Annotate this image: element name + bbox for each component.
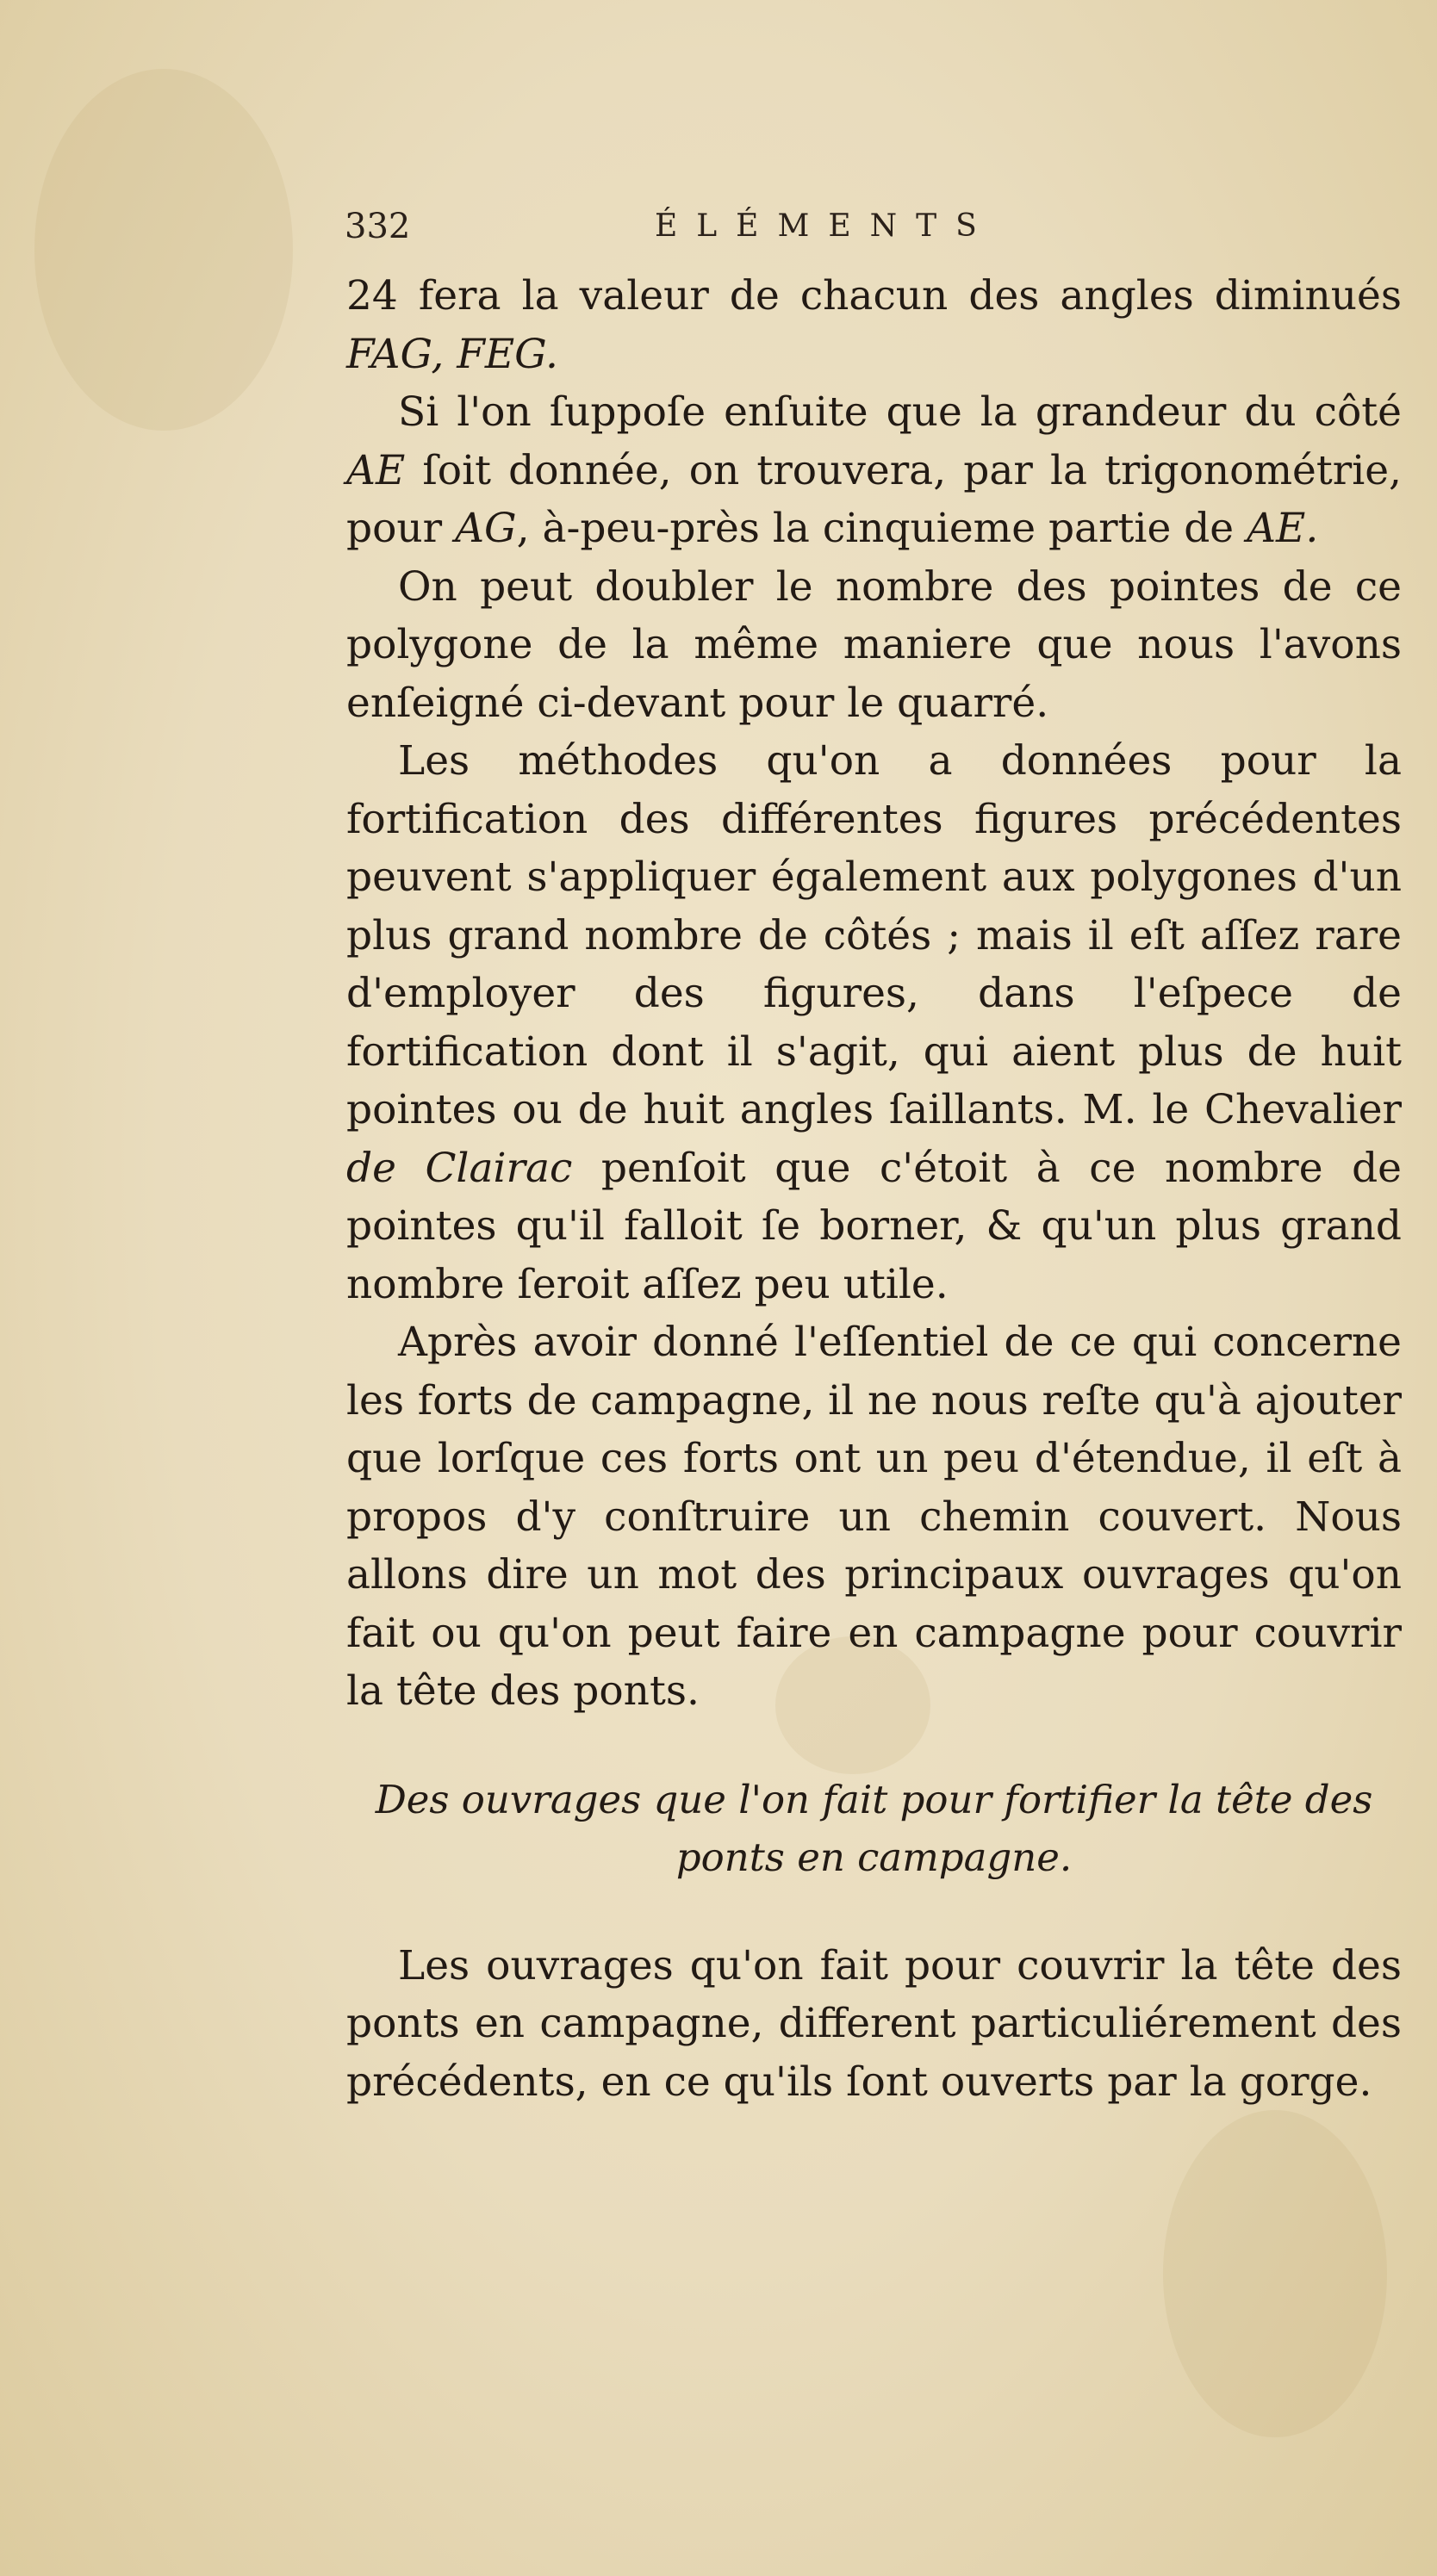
text-run: Les méthodes qu'on a données pour la fortification des différentes figures précédentes peuvent s'appliquer également aux polygones d'un plus grand nombre de côtés ; mais il eſt aſſez rare d'employer des figures, dans l'eſpece de fortification dont il s'agit, qui aient plus de huit pointes ou de huit angles ſaillants. M. le Chevalier [346,737,1402,1133]
page-number: 332 [345,207,411,246]
paragraph [346,383,1402,558]
italic-text: FAG, FEG. [346,330,558,378]
running-head: ÉLÉMENTS [655,208,996,244]
text-run: penſoit que c'étoit à ce nombre de pointes qu'il falloit ſe borner, & qu'un plus grand nombre ſeroit aſſez peu utile. [346,1144,1402,1308]
text-run: 24 fera la valeur de chacun des angles diminués [346,272,1402,320]
section-heading: Des ouvrages que l'on fait pour fortifier la tête des ponts en campagne. [375,1776,1373,1880]
paragraph: Les ouvrages qu'on fait pour couvrir la tête des ponts en campagne, different particuliérement des précédents, en ce qu'ils ſont ouverts par la gorge. [346,1941,1402,2106]
paragraph: On peut doubler le nombre des pointes de ce polygone de la même maniere que nous l'avons enſeigné ci-devant pour le quarré. [346,562,1402,727]
page-header [345,207,1086,267]
italic-text: AE [346,446,406,494]
text-run: Si l'on ſuppoſe enſuite que la grandeur du côté [398,388,1402,436]
paper-stain [34,69,293,431]
paragraph: Après avoir donné l'eſſentiel de ce qui concerne les forts de campagne, il ne nous reſte qu'à ajouter que lorſque ces forts ont un peu d'étendue, il eſt à propos d'y conſtruire un chemin couvert. Nous allons dire un mot des principaux ouvrages qu'on fait ou qu'on peut faire en campagne pour couvrir la tête des ponts. [346,1319,1402,1715]
italic-text: AE. [1247,505,1319,552]
paragraph [346,732,1402,1313]
paper-stain [1163,2110,1387,2437]
italic-text: AG [455,505,517,552]
italic-text: de Clairac [346,1144,573,1192]
paragraph [346,267,1402,383]
text-run: , à-peu-près la cinquieme partie de [516,505,1247,552]
text-run: ſoit donnée, on trouvera, par la trigonométrie, pour [346,446,1402,552]
body-text [346,267,1402,2111]
